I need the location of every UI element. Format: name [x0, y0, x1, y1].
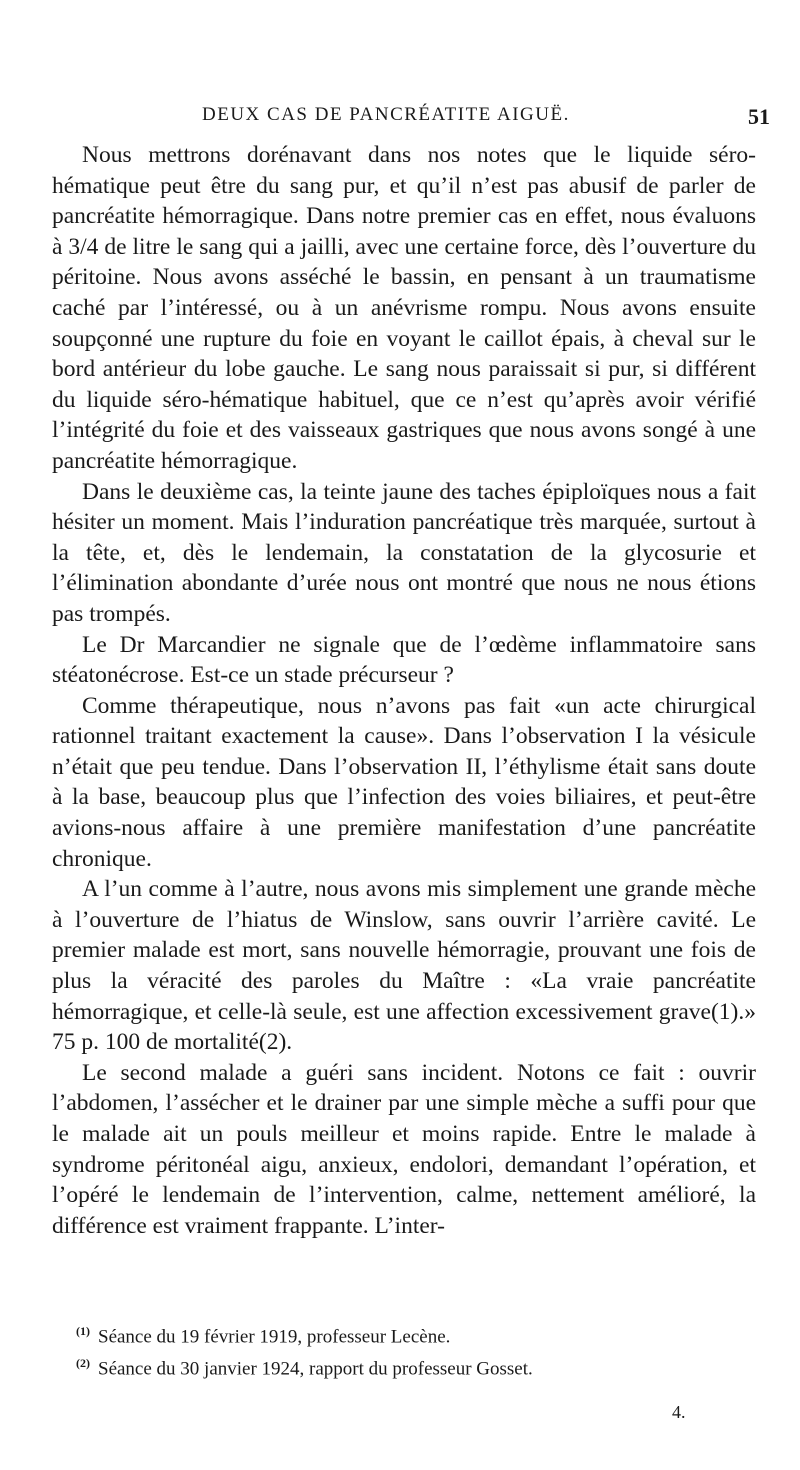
footnotes [76, 1318, 756, 1383]
paragraph: Comme thérapeutique, nous n’avons pas fait «un acte chirurgical rationnel traitant exactement la cause». Dans l’observation I la vésicule n’était que peu tendue. Dans l’observation II, l’éthylisme était sans doute à la base, beaucoup plus que l’infection des voies biliaires, et peut-être avions-nous affaire à une première manifestation d’une pancréatite chronique. [52, 692, 756, 872]
paragraph: Le second malade a guéri sans incident. Notons ce fait : ouvrir l’abdomen, l’assécher et le drainer par une simple mèche a suffi pour que le malade ait un pouls meilleur et moins rapide. Entre le malade à syndrome péritonéal aigu, anxieux, endolori, demandant l’opération, et l’opéré le lendemain de l’intervention, calme, nettement amélioré, la différence est vraiment frappante. L’inter- [52, 1059, 756, 1239]
paragraph: Dans le deuxième cas, la teinte jaune des taches épiploïques nous a fait hésiter un moment. Mais l’induration pancréatique très marquée, surtout à la tête, et, dès le lendemain, la constatation de la glycosurie et l’élimination abondante d’urée nous ont montré que nous ne nous étions pas trompés. [52, 478, 756, 627]
footnote-mark: (2) [76, 1356, 90, 1371]
footnote-text: Séance du 19 février 1919, professeur Lecène. [98, 1326, 451, 1348]
paragraph: A l’un comme à l’autre, nous avons mis simplement une grande mèche à l’ouverture de l’hiatus de Winslow, sans ouvrir l’arrière cavité. Le premier malade est mort, sans nouvelle hémorragie, prouvant une fois de plus la véracité des paroles du Maître : «La vraie pancréatite hémorragique, et celle-là seule, est une affection excessivement grave(1).» 75 p. 100 de mortalité(2). [52, 876, 756, 1056]
page-header [52, 104, 770, 134]
footnote-mark: (1) [76, 1324, 90, 1338]
paragraph: Nous mettrons dorénavant dans nos notes que le liquide séro-hématique peut être du sang pur, et qu’il n’est pas abusif de parler de pancréatite hémorragique. Dans notre premier cas en effet, nous évaluons à 3/4 de litre le sang qui a jailli, avec une certaine force, dès l’ouverture du péritoine. Nous avons asséché le bassin, en pensant à un traumatisme caché par l’intéressé, ou à un anévrisme rompu. Nous avons ensuite soupçonné une rupture du foie en voyant le caillot épais, à cheval sur le bord antérieur du lobe gauche. Le sang nous paraissait si pur, si différent du liquide séro-hématique habituel, que ce n’est qu’après avoir vérifié l’intégrité du foie et des vaisseaux gastriques que nous avons songé à une pancréatite hémorragique. [52, 142, 756, 474]
footnote-text: Séance du 30 janvier 1924, rapport du professeur Gosset. [98, 1358, 533, 1380]
footnote [76, 1350, 756, 1382]
running-title: DEUX CAS DE PANCRÉATITE AIGUË. [202, 104, 570, 125]
body-text [52, 140, 756, 1241]
page-number: 51 [748, 104, 770, 129]
signature-mark: 4. [672, 1402, 686, 1422]
paragraph: Le Dr Marcandier ne signale que de l’œdème inflammatoire sans stéatonécrose. Est-ce un stade précurseur ? [52, 631, 756, 689]
footnote [76, 1318, 756, 1350]
